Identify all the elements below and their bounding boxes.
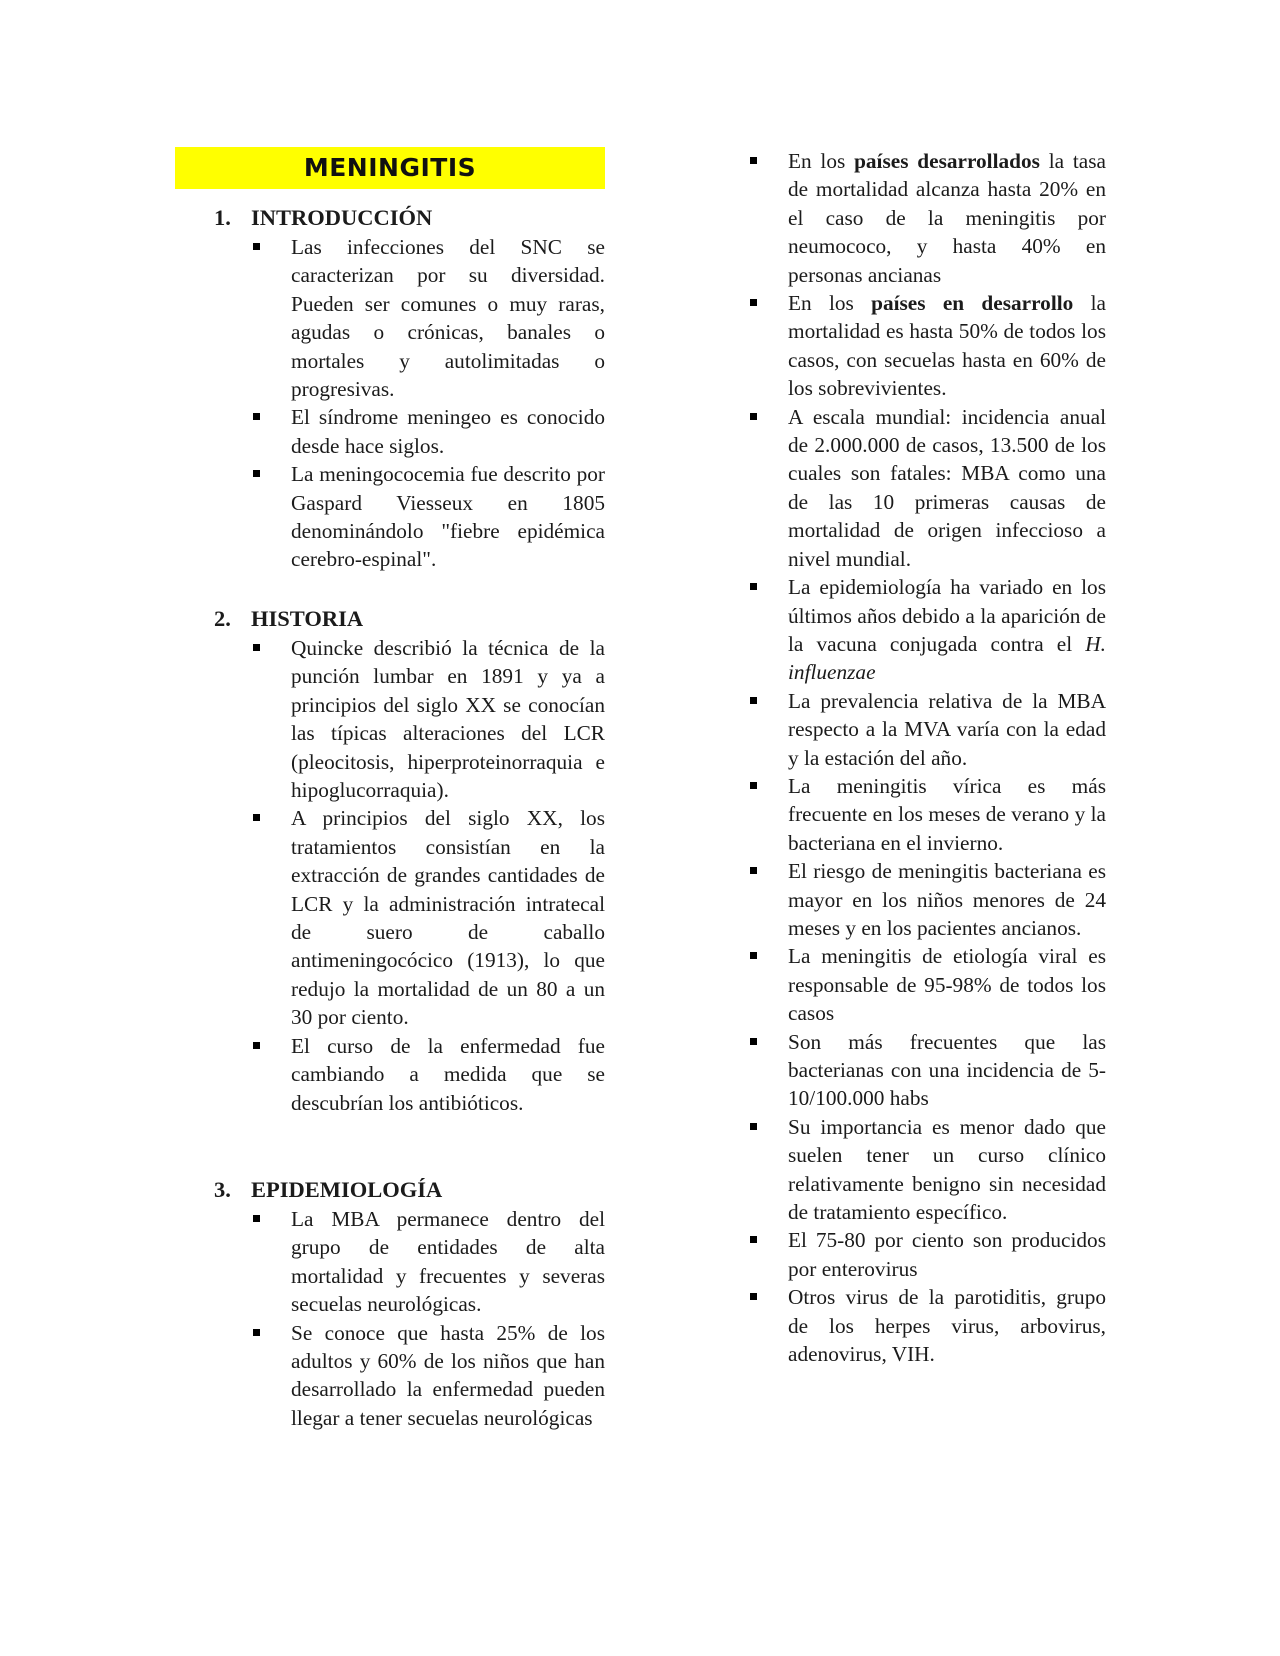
list-item: Se conoce que hasta 25% de los adultos y 60% de los niños que han desarrollado la enfermedad pueden llegar a tener secuelas neurológicas xyxy=(253,1319,605,1433)
emphasis-text: países en desarrollo xyxy=(871,291,1074,316)
list-item: Las infecciones del SNC se caracterizan por su diversidad. Pueden ser comunes o muy raras, agudas o crónicas, banales o mortales y autolimitadas o progresivas. xyxy=(253,233,605,403)
list-item: A escala mundial: incidencia anual de 2.000.000 de casos, 13.500 de los cuales son fatales: MBA como una de las 10 primeras causas de mortalidad de origen infeccioso a nivel mundial. xyxy=(750,403,1106,573)
section-number: 2. xyxy=(214,606,231,631)
list-item: En los países en desarrollo la mortalidad es hasta 50% de todos los casos, con secuelas hasta en 60% de los sobrevivientes. xyxy=(750,289,1106,403)
section-number: 1. xyxy=(214,205,231,230)
species-name: H. influenzae xyxy=(788,631,1106,685)
list-item: A principios del siglo XX, los tratamientos consistían en la extracción de grandes cantidades de LCR y la administración intratecal de suero de caballo antimeningocócico (1913), lo que redujo la mortalidad de un 80 a un 30 por ciento. xyxy=(253,804,605,1031)
list-item: La meningitis vírica es más frecuente en los meses de verano y la bacteriana en el invierno. xyxy=(750,772,1106,857)
page-title: MENINGITIS xyxy=(303,153,477,182)
title-banner xyxy=(175,147,605,189)
list-item: La prevalencia relativa de la MBA respecto a la MVA varía con la edad y la estación del año. xyxy=(750,687,1106,772)
list-item: La MBA permanece dentro del grupo de entidades de alta mortalidad y frecuentes y severas secuelas neurológicas. xyxy=(253,1205,605,1319)
section-title: EPIDEMIOLOGÍA xyxy=(251,1177,443,1202)
emphasis-text: países desarrollados xyxy=(854,149,1040,173)
list-item: La meningitis de etiología viral es responsable de 95-98% de todos los casos xyxy=(750,942,1106,1027)
list-item: La meningococemia fue descrito por Gaspard Viesseux en 1805 denominándolo "fiebre epidémica cerebro-espinal". xyxy=(253,460,605,574)
list-item: Otros virus de la parotiditis, grupo de los herpes virus, arbovirus, adenovirus, VIH. xyxy=(750,1283,1106,1368)
section-number: 3. xyxy=(214,1177,231,1202)
list-item: En los países desarrollados la tasa de mortalidad alcanza hasta 20% en el caso de la meningitis por neumococo, y hasta 40% en personas ancianas xyxy=(750,147,1106,289)
list-item: El 75-80 por ciento son producidos por enterovirus xyxy=(750,1226,1106,1283)
list-item: El riesgo de meningitis bacteriana es mayor en los niños menores de 24 meses y en los pacientes ancianos. xyxy=(750,857,1106,942)
list-item: Son más frecuentes que las bacterianas con una incidencia de 5-10/100.000 habs xyxy=(750,1028,1106,1113)
introduccion-list xyxy=(253,233,605,574)
epidemiologia-list xyxy=(253,1205,605,1432)
epidemiologia-continued-list xyxy=(750,147,1106,1368)
list-item: La epidemiología ha variado en los últimos años debido a la aparición de la vacuna conjugada contra el H. influenzae xyxy=(750,573,1106,687)
list-item: El síndrome meningeo es conocido desde hace siglos. xyxy=(253,403,605,460)
list-item: Su importancia es menor dado que suelen tener un curso clínico relativamente benigno sin necesidad de tratamiento específico. xyxy=(750,1113,1106,1227)
section-title: INTRODUCCIÓN xyxy=(251,205,433,230)
historia-list xyxy=(253,634,605,1117)
list-item: Quincke describió la técnica de la punción lumbar en 1891 y ya a principios del siglo XX se conocían las típicas alteraciones del LCR (pleocitosis, hiperproteinorraquia e hipoglucorraquia). xyxy=(253,634,605,804)
section-title: HISTORIA xyxy=(251,606,364,631)
list-item: El curso de la enfermedad fue cambiando a medida que se descubrían los antibióticos. xyxy=(253,1032,605,1117)
